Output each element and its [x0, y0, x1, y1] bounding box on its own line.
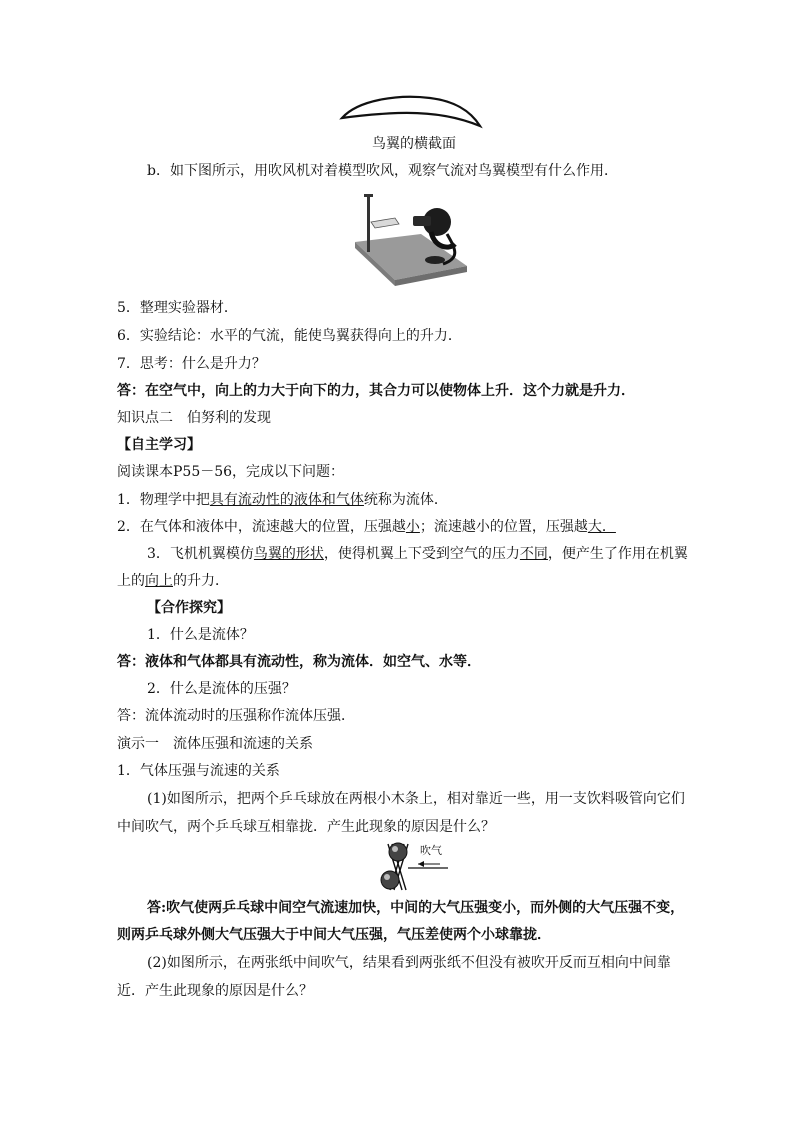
q3-c: ，使得机翼上下受到空气的压力	[323, 546, 520, 562]
coop-q1-answer: 答：液体和气体都具有流动性，称为流体．如空气、水等．	[117, 654, 481, 670]
q3-answer-1: 鸟翼的形状	[253, 546, 324, 562]
wing-caption: 鸟翼的横截面	[372, 136, 456, 152]
question-3-line2	[117, 571, 657, 591]
answer-lift: 答：在空气中，向上的力大于向下的力，其合力可以使物体上升．这个力就是升力．	[117, 383, 635, 399]
wing-cross-section-figure	[338, 92, 484, 132]
step5-text: 5．整理实验器材．	[117, 300, 238, 316]
section2-title: 知识点二 伯努利的发现	[117, 410, 271, 426]
blower-experiment-photo	[351, 188, 469, 288]
q3l2-a: 上的	[117, 573, 145, 589]
question-1	[117, 490, 657, 510]
q2-a: 2．在气体和液体中，流速越大的位置，压强越	[117, 519, 406, 535]
q1-post: 统称为流体．	[363, 492, 448, 508]
reading-instruction: 阅读课本P55－56，完成以下问题：	[117, 464, 345, 480]
problem1-line1: (1)如图所示，把两个乒乓球放在两根小木条上，相对靠近一些，用一支饮料吸管向它们	[147, 791, 685, 807]
q3-e: ，便产生了作用在机翼	[547, 546, 688, 562]
q1-pre: 1．物理学中把	[117, 492, 210, 508]
coop-q2-answer: 答：流体流动时的压强称作流体压强．	[117, 708, 355, 724]
problem2-line2: 近．产生此现象的原因是什么？	[117, 983, 313, 999]
q2-answer-2: 大．	[587, 519, 616, 535]
step6-text: 6．实验结论：水平的气流，能使鸟翼获得向上的升力．	[117, 328, 462, 344]
q3-answer-2: 不同	[519, 546, 548, 562]
coop-q1: 1．什么是流体？	[147, 627, 254, 643]
problem1-line2: 中间吹气，两个乒乓球互相靠拢．产生此现象的原因是什么？	[117, 819, 495, 835]
question-2	[117, 517, 657, 537]
demo1-title: 演示一 流体压强和流速的关系	[117, 736, 313, 752]
problem2-line1: (2)如图所示，在两张纸中间吹气，结果看到两张纸不但没有被吹开反而互相向中间靠	[147, 955, 671, 971]
answer1-line1: 答:吹气使两乒乓球中间空气流速加快，中间的大气压强变小，而外侧的大气压强不变，	[147, 900, 685, 916]
q3-a: 3．飞机机翼模仿	[147, 546, 254, 562]
coop-q2: 2．什么是流体的压强？	[147, 681, 296, 697]
self-study-heading: 【自主学习】	[117, 437, 201, 453]
q3-answer-3: 向上	[145, 573, 173, 589]
q1-answer: 具有流动性的液体和气体	[209, 492, 364, 508]
answer1-line2: 则两乒乓球外侧大气压强大于中间大气压强，气压差使两个小球靠拢．	[117, 927, 551, 943]
coop-heading: 【合作探究】	[147, 600, 231, 616]
q2-c: ；流速越小的位置，压强越	[419, 519, 588, 535]
q3l2-c: 的升力．	[173, 573, 229, 589]
step-b-text: b．如下图所示，用吹风机对着模型吹风，观察气流对鸟翼模型有什么作用．	[147, 163, 618, 179]
step7-text: 7．思考：什么是升力？	[117, 356, 266, 372]
demo1-subtitle: 1．气体压强与流速的关系	[117, 763, 280, 779]
blow-label: 吹气	[420, 844, 442, 857]
question-3	[147, 544, 687, 564]
q2-answer-1: 小	[405, 519, 420, 535]
